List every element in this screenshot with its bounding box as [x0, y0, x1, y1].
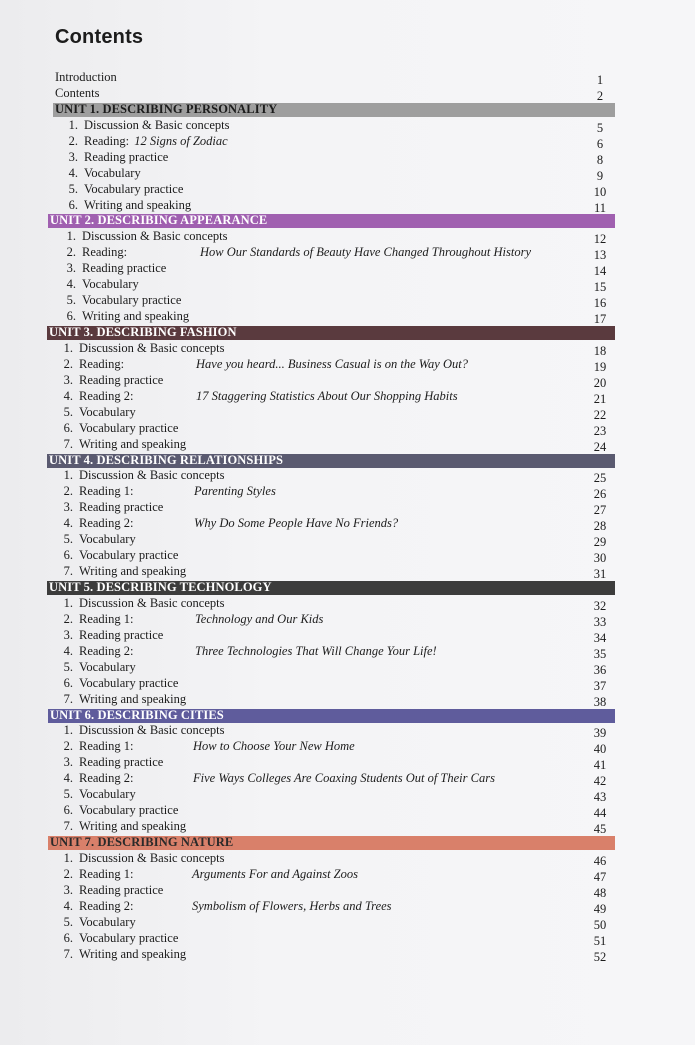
toc-entry-label: Reading practice	[79, 372, 164, 387]
toc-entry[interactable]	[0, 931, 695, 947]
toc-entry-number: 6.	[63, 803, 73, 818]
toc-page-number: 21	[593, 391, 607, 406]
toc-entry-text	[47, 867, 134, 883]
reading-title: Three Technologies That Will Change Your Life!	[195, 643, 437, 658]
page-title: Contents	[55, 26, 144, 48]
toc-entry-text	[47, 532, 136, 548]
toc-entry-number: 6.	[63, 930, 73, 945]
toc-entry-text	[47, 596, 224, 612]
toc-entry-text	[50, 277, 139, 293]
toc-page-number: 29	[593, 535, 607, 550]
toc-entry[interactable]	[0, 739, 695, 755]
toc-entry-text	[52, 182, 183, 198]
toc-entry[interactable]	[0, 947, 695, 963]
toc-entry-number: 4.	[63, 771, 73, 786]
toc-page-number: 41	[593, 758, 607, 773]
toc-entry[interactable]	[0, 755, 695, 771]
toc-entry[interactable]	[0, 134, 695, 150]
toc-entry[interactable]	[0, 150, 695, 166]
toc-entry[interactable]	[0, 612, 695, 628]
toc-page-number: 19	[593, 359, 607, 374]
toc-entry-number: 5.	[63, 659, 73, 674]
toc-entry-label: Vocabulary	[79, 914, 136, 929]
toc-entry-number: 6.	[66, 309, 76, 324]
toc-entry-label: Reading 2:	[79, 516, 134, 531]
toc-page-number: 40	[593, 742, 607, 757]
toc-entry-number: 1.	[66, 229, 76, 244]
toc-entry-label: Discussion & Basic concepts	[84, 117, 230, 132]
toc-entry[interactable]	[0, 373, 695, 389]
toc-entry-label: Vocabulary	[79, 532, 136, 547]
toc-entry-text	[47, 660, 136, 676]
toc-page-number: 2	[596, 88, 604, 103]
toc-entry-text	[52, 118, 229, 134]
toc-entry-text	[47, 644, 134, 660]
toc-entry-label: Reading:	[79, 356, 125, 371]
toc-entry-label: Writing and speaking	[79, 436, 187, 451]
toc-entry[interactable]	[0, 644, 695, 660]
toc-page-number: 17	[593, 312, 607, 327]
toc-entry-label: Reading 1:	[79, 484, 134, 499]
unit-heading-label: UNIT 6. DESCRIBING CITIES	[50, 707, 224, 722]
toc-entry-number: 4.	[68, 165, 78, 180]
reading-title: How to Choose Your New Home	[193, 739, 355, 754]
toc-entry-number: 7.	[63, 946, 73, 961]
toc-page-number: 34	[593, 630, 607, 645]
toc-entry-number: 4.	[63, 643, 73, 658]
unit-heading-label: UNIT 7. DESCRIBING NATURE	[50, 835, 234, 849]
toc-front-entry[interactable]	[0, 86, 695, 102]
toc-entry-label: Reading 2:	[79, 388, 134, 403]
toc-entry-label: Reading practice	[82, 261, 167, 276]
toc-page-number: 39	[593, 726, 607, 741]
toc-page-number: 15	[593, 280, 607, 295]
toc-entry-text	[47, 341, 224, 357]
reading-title: 17 Staggering Statistics About Our Shopping Habits	[196, 388, 458, 403]
toc-page-number: 36	[593, 662, 607, 677]
toc-entry[interactable]	[0, 676, 695, 692]
toc-entry-text	[47, 755, 163, 771]
toc-entry-number: 1.	[63, 850, 73, 865]
toc-entry-label: Reading 2:	[79, 771, 134, 786]
toc-entry-number: 5.	[68, 181, 78, 196]
toc-entry[interactable]	[0, 500, 695, 516]
toc-page-number: 8	[596, 152, 604, 167]
toc-entry-label: Writing and speaking	[79, 819, 187, 834]
toc-entry-number: 2.	[63, 611, 73, 626]
toc-entry[interactable]	[0, 309, 695, 325]
toc-entry[interactable]	[0, 357, 695, 373]
reading-title: Technology and Our Kids	[195, 611, 324, 626]
toc-entry[interactable]	[0, 468, 695, 484]
toc-entry-label: Vocabulary practice	[82, 293, 182, 308]
toc-entry-label: Vocabulary practice	[79, 803, 179, 818]
toc-entry[interactable]	[0, 341, 695, 357]
toc-entry-label: Reading practice	[79, 500, 164, 515]
toc-entry-number: 2.	[63, 739, 73, 754]
reading-title: Arguments For and Against Zoos	[192, 866, 358, 881]
toc-entry-number: 5.	[63, 532, 73, 547]
toc-entry[interactable]	[0, 277, 695, 293]
toc-entry-number: 5.	[63, 914, 73, 929]
toc-entry-number: 5.	[66, 293, 76, 308]
toc-entry-text	[47, 883, 163, 899]
toc-entry-label: Discussion & Basic concepts	[79, 468, 225, 483]
toc-entry-label: Introduction	[55, 70, 117, 84]
toc-entry[interactable]	[0, 660, 695, 676]
toc-entry-label: Discussion & Basic concepts	[79, 850, 225, 865]
toc-entry[interactable]	[0, 915, 695, 931]
toc-entry-number: 3.	[63, 755, 73, 770]
toc-entry[interactable]	[0, 803, 695, 819]
unit-heading-label: UNIT 2. DESCRIBING APPEARANCE	[50, 213, 268, 228]
toc-entry[interactable]	[0, 182, 695, 198]
toc-entry-number: 7.	[63, 819, 73, 834]
toc-entry-text	[47, 484, 134, 500]
toc-entry-label: Reading 1:	[79, 611, 134, 626]
toc-entry-number: 2.	[63, 484, 73, 499]
toc-entry-number: 7.	[63, 436, 73, 451]
toc-page-number: 35	[593, 646, 607, 661]
toc-entry-number: 1.	[63, 723, 73, 738]
toc-entry-text	[47, 357, 124, 373]
toc-entry[interactable]	[0, 261, 695, 277]
toc-entry-number: 4.	[63, 388, 73, 403]
toc-page-number: 11	[593, 200, 607, 215]
toc-entry[interactable]	[0, 198, 695, 214]
toc-entry-label: Discussion & Basic concepts	[79, 340, 225, 355]
toc-entry[interactable]	[0, 692, 695, 708]
toc-entry-number: 1.	[63, 468, 73, 483]
toc-page-number: 49	[593, 901, 607, 916]
toc-page-number: 10	[593, 184, 607, 199]
toc-entry-number: 7.	[63, 691, 73, 706]
toc-entry-number: 2.	[63, 866, 73, 881]
toc-page-number: 27	[593, 503, 607, 518]
toc-entry-label: Writing and speaking	[79, 691, 187, 706]
toc-page-number: 32	[593, 598, 607, 613]
toc-entry-text	[47, 771, 134, 787]
toc-entry[interactable]	[0, 851, 695, 867]
toc-entry-text	[47, 612, 134, 628]
toc-entry-number: 6.	[63, 420, 73, 435]
toc-entry-text	[50, 261, 166, 277]
toc-entry-text	[50, 309, 189, 325]
toc-entry-label: Vocabulary	[79, 404, 136, 419]
toc-entry-number: 1.	[63, 595, 73, 610]
toc-entry-number: 6.	[63, 675, 73, 690]
toc-entry-label: Vocabulary	[84, 165, 141, 180]
toc-entry-label: Vocabulary	[79, 659, 136, 674]
toc-page-number: 38	[593, 694, 607, 709]
toc-page-number: 47	[593, 869, 607, 884]
toc-page-number: 52	[593, 949, 607, 964]
toc-page-number: 42	[593, 774, 607, 789]
toc-entry-text	[52, 150, 168, 166]
toc-entry-number: 3.	[63, 627, 73, 642]
toc-page-number: 45	[593, 822, 607, 837]
toc-page-number: 9	[596, 168, 604, 183]
toc-entry-number: 6.	[63, 548, 73, 563]
toc-entry[interactable]	[0, 899, 695, 915]
toc-entry-label: Reading:	[82, 245, 128, 260]
toc-entry-number: 4.	[63, 516, 73, 531]
toc-entry-label: Reading practice	[79, 882, 164, 897]
toc-entry[interactable]	[0, 484, 695, 500]
toc-page-number: 43	[593, 790, 607, 805]
toc-entry-label: Vocabulary practice	[79, 548, 179, 563]
toc-entry-text	[47, 803, 178, 819]
toc-entry-text	[47, 931, 178, 947]
reading-title: Why Do Some People Have No Friends?	[194, 516, 399, 531]
toc-entry-text	[47, 787, 136, 803]
toc-entry-number: 3.	[63, 372, 73, 387]
toc-entry-text	[47, 500, 163, 516]
toc-page-number: 13	[593, 248, 607, 263]
unit-heading-label: UNIT 4. DESCRIBING RELATIONSHIPS	[49, 452, 284, 467]
toc-entry[interactable]	[0, 421, 695, 437]
toc-entry-text	[52, 198, 191, 214]
reading-title: Have you heard... Business Casual is on the Way Out?	[196, 356, 468, 371]
toc-entry-number: 1.	[68, 117, 78, 132]
toc-entry-number: 5.	[63, 787, 73, 802]
toc-entry-text	[47, 548, 178, 564]
toc-entry-text	[50, 229, 227, 245]
toc-entry[interactable]	[0, 628, 695, 644]
toc-entry-number: 4.	[63, 898, 73, 913]
toc-entry-number: 2.	[63, 356, 73, 371]
toc-entry-label: Vocabulary	[79, 787, 136, 802]
toc-page-number: 22	[593, 407, 607, 422]
toc-entry[interactable]	[0, 723, 695, 739]
toc-entry-label: Reading:	[84, 133, 133, 148]
toc-entry-text	[47, 405, 136, 421]
toc-entry-label: Discussion & Basic concepts	[82, 229, 228, 244]
toc-entry-number: 2.	[68, 133, 78, 148]
toc-entry[interactable]	[0, 867, 695, 883]
reading-title: Symbolism of Flowers, Herbs and Trees	[192, 898, 392, 913]
toc-page-number: 50	[593, 917, 607, 932]
toc-entry-text	[47, 851, 224, 867]
toc-entry-label: Vocabulary practice	[84, 181, 184, 196]
toc-entry-label: Vocabulary practice	[79, 675, 179, 690]
toc-entry-label: Vocabulary practice	[79, 420, 179, 435]
unit-heading[interactable]	[0, 708, 695, 724]
toc-page-number: 25	[593, 471, 607, 486]
reading-title: How Our Standards of Beauty Have Changed Throughout History	[200, 245, 532, 260]
toc-entry-label: Contents	[55, 85, 100, 100]
toc-entry-label: Discussion & Basic concepts	[79, 595, 225, 610]
toc-entry-text	[50, 293, 181, 309]
toc-page-number: 20	[593, 375, 607, 390]
toc-entry[interactable]	[0, 564, 695, 580]
toc-page-number: 6	[596, 136, 604, 151]
toc-entry-label: Writing and speaking	[82, 309, 190, 324]
toc-entry[interactable]	[0, 548, 695, 564]
toc-entry[interactable]	[0, 245, 695, 261]
toc-entry-text	[47, 947, 186, 963]
toc-entry-text	[47, 628, 163, 644]
unit-heading[interactable]	[0, 102, 695, 118]
toc-entry[interactable]	[0, 389, 695, 405]
toc-front-entry[interactable]	[0, 70, 695, 86]
toc-page-number: 28	[593, 519, 607, 534]
toc-entry-text	[47, 723, 224, 739]
toc-entry[interactable]	[0, 118, 695, 134]
toc-page-number: 26	[593, 487, 607, 502]
toc-entry[interactable]	[0, 819, 695, 835]
toc-entry-label: Writing and speaking	[79, 946, 187, 961]
toc-entry-label: Reading 2:	[79, 898, 134, 913]
unit-heading[interactable]	[0, 453, 695, 469]
toc-page-number: 31	[593, 567, 607, 582]
toc-entry-label: Writing and speaking	[84, 197, 192, 212]
toc-entry-label: Reading practice	[79, 755, 164, 770]
toc-page-number: 37	[593, 678, 607, 693]
toc-page-number: 16	[593, 296, 607, 311]
toc-entry[interactable]	[0, 166, 695, 182]
toc-page-number: 5	[596, 120, 604, 135]
toc-entry[interactable]	[0, 787, 695, 803]
unit-heading-label: UNIT 3. DESCRIBING FASHION	[49, 325, 237, 339]
toc-entry[interactable]	[0, 883, 695, 899]
reading-title: 12 Signs of Zodiac	[134, 133, 228, 148]
toc-entry-text	[47, 468, 224, 484]
toc-entry-number: 3.	[68, 149, 78, 164]
toc-entry-label: Reading practice	[79, 627, 164, 642]
toc-entry-label: Reading 2:	[79, 643, 134, 658]
toc-entry-text	[47, 421, 178, 437]
toc-entry-label: Reading 1:	[79, 739, 134, 754]
toc-entry-label: Discussion & Basic concepts	[79, 723, 225, 738]
toc-page-number: 14	[593, 264, 607, 279]
toc-entry-number: 1.	[63, 340, 73, 355]
toc-entry-text	[47, 899, 134, 915]
toc-entry-number: 3.	[63, 500, 73, 515]
toc-entry-text	[47, 564, 186, 580]
unit-heading[interactable]	[0, 580, 695, 596]
toc-entry-text	[47, 373, 163, 389]
toc-entry-label: Vocabulary	[82, 277, 139, 292]
toc-entry-text	[52, 134, 228, 150]
toc-entry-number: 7.	[63, 564, 73, 579]
toc-entry-text	[47, 516, 134, 532]
toc-entry[interactable]	[0, 516, 695, 532]
toc-entry-text	[47, 389, 134, 405]
reading-title: Five Ways Colleges Are Coaxing Students Out of Their Cars	[193, 771, 495, 786]
toc-page-number: 23	[593, 423, 607, 438]
toc-page-number: 48	[593, 885, 607, 900]
toc-entry-number: 2.	[66, 245, 76, 260]
toc-entry[interactable]	[0, 405, 695, 421]
toc-entry[interactable]	[0, 437, 695, 453]
toc-entry-text	[47, 676, 178, 692]
unit-heading[interactable]	[0, 213, 695, 229]
toc-page-number: 1	[596, 73, 604, 87]
toc-entry-text	[47, 692, 186, 708]
toc-entry-label: Vocabulary practice	[79, 930, 179, 945]
toc-entry-number: 4.	[66, 277, 76, 292]
toc-entry-number: 3.	[63, 882, 73, 897]
toc-page-number: 46	[593, 853, 607, 868]
toc-entry-text	[52, 166, 141, 182]
toc-page-number: 44	[593, 806, 607, 821]
toc-entry-text	[47, 437, 186, 453]
toc-page-number: 24	[593, 439, 607, 454]
toc-entry[interactable]	[0, 229, 695, 245]
toc-entry-text	[47, 915, 136, 931]
toc-entry-label: Reading 1:	[79, 866, 134, 881]
toc-entry-text	[47, 819, 186, 835]
toc-entry[interactable]	[0, 596, 695, 612]
table-of-contents	[0, 70, 695, 963]
unit-heading[interactable]	[0, 325, 695, 341]
toc-entry-number: 6.	[68, 197, 78, 212]
reading-title: Parenting Styles	[194, 484, 276, 499]
toc-entry-label: Reading practice	[84, 149, 169, 164]
toc-page-number: 51	[593, 933, 607, 948]
unit-heading-label: UNIT 5. DESCRIBING TECHNOLOGY	[49, 580, 272, 594]
unit-heading-label: UNIT 1. DESCRIBING PERSONALITY	[55, 101, 278, 116]
toc-entry[interactable]	[0, 293, 695, 309]
toc-page-number: 18	[593, 343, 607, 358]
toc-entry-label: Writing and speaking	[79, 564, 187, 579]
toc-entry[interactable]	[0, 532, 695, 548]
toc-entry[interactable]	[0, 771, 695, 787]
toc-entry-text	[47, 739, 134, 755]
toc-entry-number: 5.	[63, 404, 73, 419]
toc-page-number: 33	[593, 614, 607, 629]
toc-entry-text	[50, 245, 127, 261]
unit-heading[interactable]	[0, 835, 695, 851]
toc-page-number: 12	[593, 232, 607, 247]
toc-page-number: 30	[593, 551, 607, 566]
toc-entry-number: 3.	[66, 261, 76, 276]
